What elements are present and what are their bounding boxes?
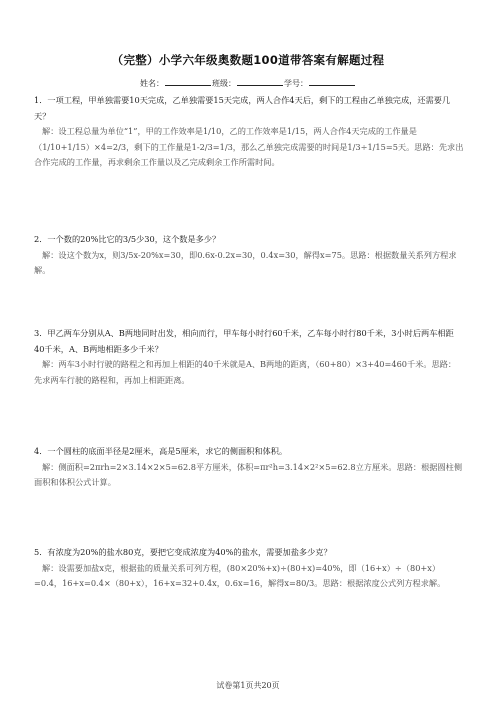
page-footer: 试卷第1页共20页 — [216, 681, 280, 690]
answer-text: 解：侧面积=2πrh=2×3.14×2×5=62.8平方厘米，体积=πr²h=3.14×2²×5=62.8立方厘米。思路：根据圆柱侧面积和体积公式计算。 — [34, 461, 463, 487]
question-block — [34, 93, 464, 171]
class-blank[interactable] — [237, 77, 283, 86]
question-text: 4．一个圆柱的底面半径是2厘米，高是5厘米，求它的侧面积和体积。 — [34, 446, 288, 456]
question-text: 5．有浓度为20%的盐水80克，要把它变成浓度为40%的盐水，需要加盐多少克？ — [34, 547, 332, 557]
answer-text: 解：设需要加盐x克，根据盐的质量关系可列方程，(80×20%+x)÷(80+x)=40%，即（16+x）÷（80+x）=0.4，16+x=0.4×（80+x），16+x=32+0.4x，0.6x=16，解得x=80/3。思路：根据浓度公式列方程求解。 — [34, 562, 446, 588]
question-block — [34, 545, 464, 592]
question-text: 1．一项工程，甲单独需要10天完成，乙单独需要15天完成，两人合作4天后，剩下的工程由乙单独完成，还需要几天？ — [34, 95, 451, 121]
student-info-line — [0, 77, 496, 89]
question-text: 2．一个数的20%比它的3/5少30，这个数是多少？ — [34, 234, 221, 244]
page-title: （完整）小学六年级奥数题100道带答案有解题过程 — [111, 53, 385, 67]
answer-text: 解：两车3小时行驶的路程之和再加上相距的40千米就是A、B两地的距离，（60+80）×3+40=460千米。思路：先求两车行驶的路程和，再加上相距距离。 — [34, 359, 457, 385]
question-block — [34, 232, 464, 279]
answer-text: 解：设工程总量为单位“1”，甲的工作效率是1/10，乙的工作效率是1/15，两人合作4天完成的工作量是（1/10+1/15）×4=2/3，剩下的工作量是1-2/3=1/3，那么乙单独完成需要的时间是1/3÷1/15=5天。思路：先求出合作完成的工作量，再求剩余工作量以及乙完成剩余工作所需时间。 — [34, 126, 464, 167]
name-blank[interactable] — [165, 77, 211, 86]
id-label: 学号： — [284, 79, 308, 88]
id-blank[interactable] — [309, 77, 355, 86]
question-block — [34, 444, 464, 491]
answer-text: 解：设这个数为x，则3/5x-20%x=30，即0.6x-0.2x=30，0.4x=30，解得x=75。思路：根据数量关系列方程求解。 — [34, 249, 457, 275]
question-block — [34, 326, 464, 388]
class-label: 班级： — [212, 79, 236, 88]
question-text: 3．甲乙两车分别从A、B两地同时出发，相向而行，甲车每小时行60千米，乙车每小时行80千米，3小时后两车相距40千米，A、B两地相距多少千米？ — [34, 328, 454, 354]
name-label: 姓名： — [140, 79, 164, 88]
